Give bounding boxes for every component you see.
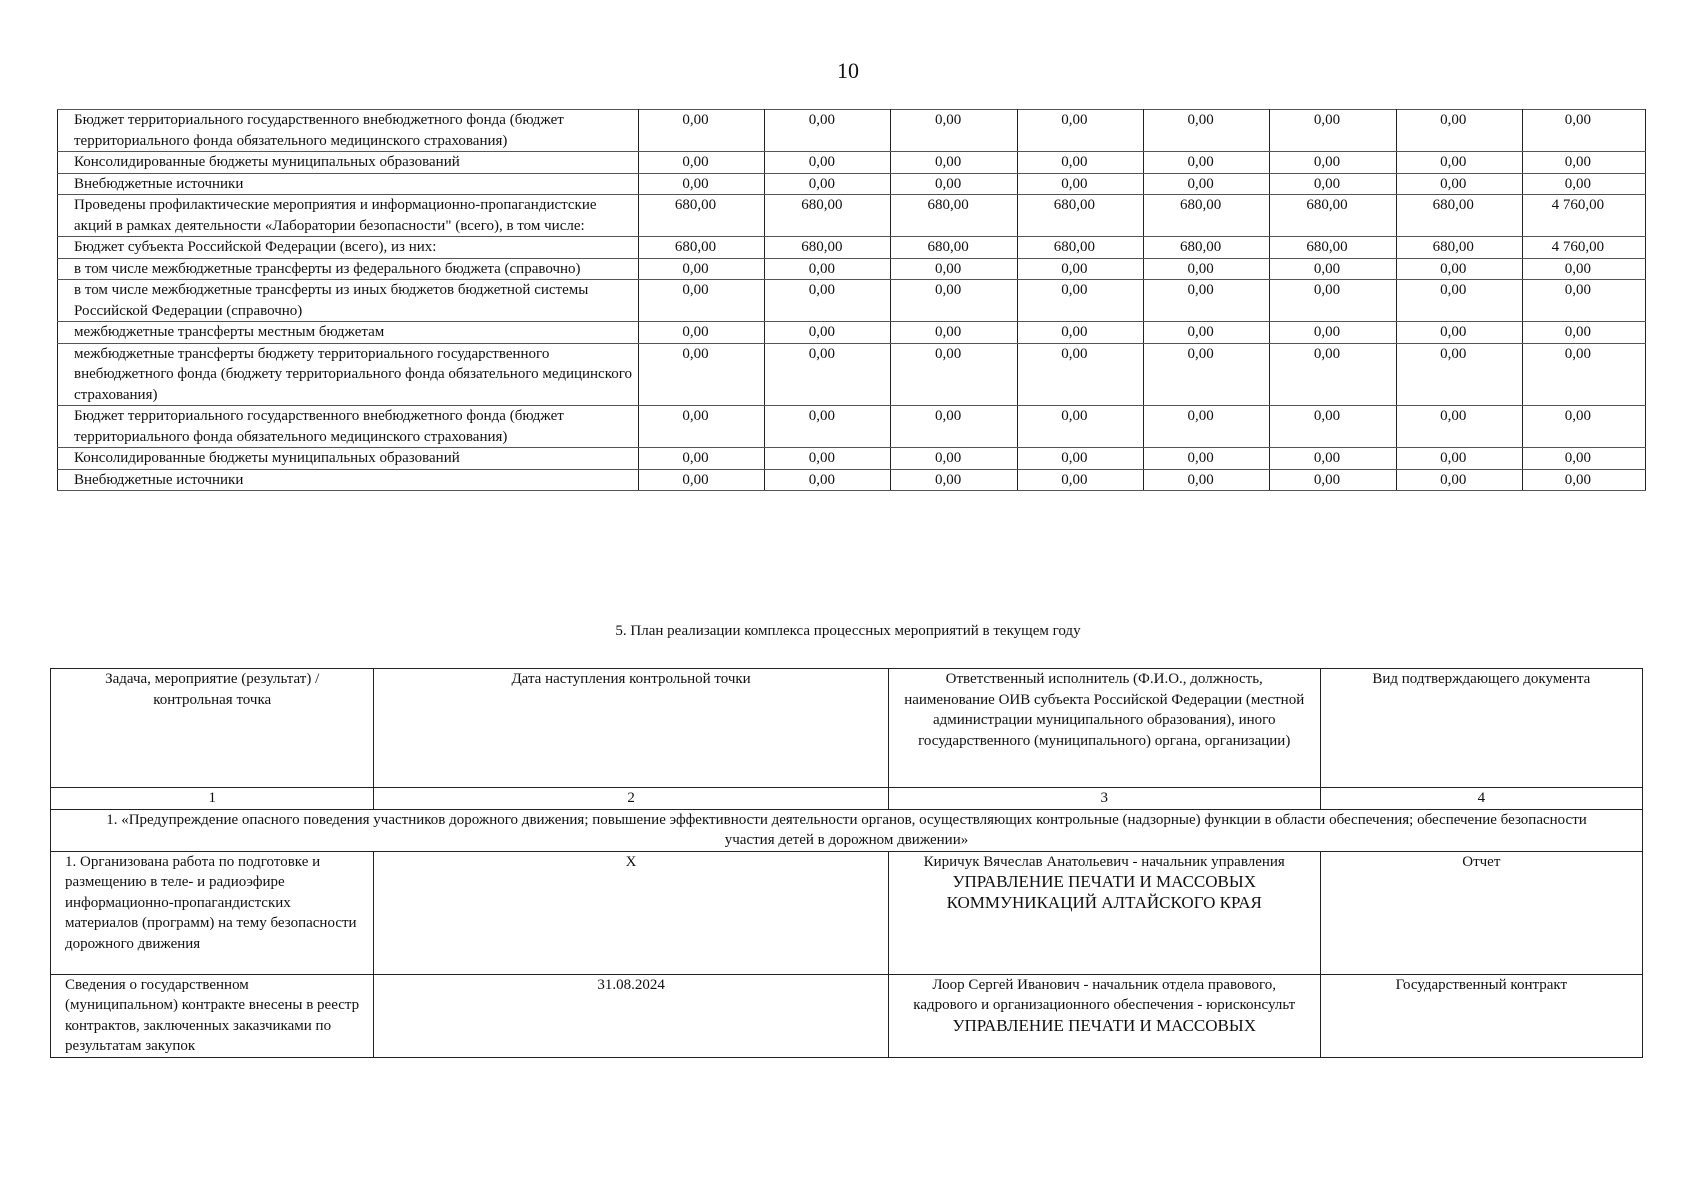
funding-value: 0,00 (891, 280, 1017, 322)
funding-value: 0,00 (1270, 469, 1396, 491)
funding-value: 0,00 (891, 110, 1017, 152)
plan-table (50, 668, 1643, 1058)
funding-value: 0,00 (1396, 322, 1522, 344)
funding-row (58, 258, 1646, 280)
task-title: 1. «Предупреждение опасного поведения участников дорожного движения; повышение эффективности деятельности органов, осуществляющих контрольные (надзорные) функции в области обеспечения; обеспечение безопасности участия детей в дорожном движении» (51, 809, 1643, 851)
executor-organization: УПРАВЛЕНИЕ ПЕЧАТИ И МАССОВЫХ КОММУНИКАЦИЙ АЛТАЙСКОГО КРАЯ (946, 872, 1262, 912)
funding-value: 0,00 (1396, 448, 1522, 470)
plan-header-row (51, 669, 1643, 788)
funding-value: 0,00 (891, 406, 1017, 448)
funding-value: 0,00 (765, 280, 891, 322)
funding-value: 0,00 (1396, 406, 1522, 448)
funding-value: 680,00 (1144, 237, 1270, 259)
funding-value: 0,00 (1017, 469, 1143, 491)
funding-value: 680,00 (638, 237, 764, 259)
funding-row-label: в том числе межбюджетные трансферты из иных бюджетов бюджетной системы Российской Федерации (справочно) (58, 280, 639, 322)
funding-row-label: в том числе межбюджетные трансферты из федерального бюджета (справочно) (58, 258, 639, 280)
funding-value: 0,00 (638, 258, 764, 280)
funding-value: 0,00 (1144, 322, 1270, 344)
funding-value: 0,00 (1144, 343, 1270, 406)
plan-task: Сведения о государственном (муниципальном) контракте внесены в реестр контрактов, заключенных заказчиками по результатам закупок (51, 974, 374, 1057)
funding-value: 0,00 (1017, 322, 1143, 344)
funding-row (58, 469, 1646, 491)
funding-value: 0,00 (1270, 152, 1396, 174)
funding-row-label: Консолидированные бюджеты муниципальных образований (58, 448, 639, 470)
column-numbers-row (51, 788, 1643, 810)
plan-executor (888, 851, 1320, 974)
funding-value: 0,00 (1396, 110, 1522, 152)
funding-value: 0,00 (891, 343, 1017, 406)
funding-value: 0,00 (765, 110, 891, 152)
funding-value: 4 760,00 (1522, 237, 1645, 259)
funding-value: 0,00 (765, 406, 891, 448)
funding-value: 0,00 (1270, 343, 1396, 406)
funding-row (58, 110, 1646, 152)
funding-value: 0,00 (638, 322, 764, 344)
funding-value: 0,00 (1522, 152, 1645, 174)
funding-value: 0,00 (1017, 448, 1143, 470)
funding-value: 0,00 (891, 173, 1017, 195)
funding-value: 0,00 (1017, 258, 1143, 280)
funding-value: 680,00 (1396, 195, 1522, 237)
funding-value: 0,00 (1144, 258, 1270, 280)
funding-row-label: Бюджет субъекта Российской Федерации (всего), из них: (58, 237, 639, 259)
funding-value: 680,00 (891, 237, 1017, 259)
column-number: 2 (374, 788, 888, 810)
funding-value: 0,00 (1396, 280, 1522, 322)
funding-value: 0,00 (1144, 152, 1270, 174)
funding-row (58, 280, 1646, 322)
funding-value: 680,00 (1270, 237, 1396, 259)
funding-value: 0,00 (1017, 173, 1143, 195)
funding-value: 0,00 (765, 469, 891, 491)
funding-value: 0,00 (1396, 258, 1522, 280)
funding-value: 0,00 (765, 322, 891, 344)
funding-value: 0,00 (1144, 173, 1270, 195)
funding-value: 0,00 (1144, 406, 1270, 448)
funding-value: 0,00 (1396, 469, 1522, 491)
funding-value: 680,00 (765, 195, 891, 237)
funding-value: 0,00 (1396, 173, 1522, 195)
funding-row-label: Консолидированные бюджеты муниципальных образований (58, 152, 639, 174)
executor-name: Киричук Вячеслав Анатольевич - начальник управления (923, 853, 1285, 870)
funding-row-label: Бюджет территориального государственного внебюджетного фонда (бюджет территориального фонда обязательного медицинского страхования) (58, 110, 639, 152)
funding-value: 0,00 (1522, 469, 1645, 491)
plan-executor (888, 974, 1320, 1057)
funding-value: 0,00 (1522, 448, 1645, 470)
funding-value: 0,00 (1017, 280, 1143, 322)
funding-row (58, 152, 1646, 174)
funding-row-label: межбюджетные трансферты местным бюджетам (58, 322, 639, 344)
funding-value: 0,00 (1522, 258, 1645, 280)
plan-document: Государственный контракт (1320, 974, 1642, 1057)
funding-value: 0,00 (638, 343, 764, 406)
funding-value: 0,00 (1144, 280, 1270, 322)
plan-date: X (374, 851, 888, 974)
funding-value: 0,00 (638, 173, 764, 195)
funding-value: 0,00 (891, 152, 1017, 174)
funding-value: 0,00 (1522, 173, 1645, 195)
funding-value: 0,00 (891, 322, 1017, 344)
funding-value: 0,00 (1017, 152, 1143, 174)
page-number: 10 (837, 58, 859, 83)
funding-table (57, 109, 1646, 491)
funding-value: 680,00 (1270, 195, 1396, 237)
funding-value: 0,00 (1270, 322, 1396, 344)
funding-row-label: Проведены профилактические мероприятия и информационно-пропагандистские акций в рамках деятельности «Лаборатории безопасности" (всего), в том числе: (58, 195, 639, 237)
funding-value: 680,00 (1144, 195, 1270, 237)
plan-date: 31.08.2024 (374, 974, 888, 1057)
funding-value: 0,00 (765, 152, 891, 174)
funding-row (58, 173, 1646, 195)
plan-task: 1. Организована работа по подготовке и размещению в теле- и радиоэфире информационно-пропагандистских материалов (программ) на тему безопасности дорожного движения (51, 851, 374, 974)
funding-value: 0,00 (1522, 322, 1645, 344)
funding-value: 0,00 (638, 110, 764, 152)
funding-value: 0,00 (638, 448, 764, 470)
header-date: Дата наступления контрольной точки (374, 669, 888, 788)
funding-value: 0,00 (1144, 469, 1270, 491)
plan-document: Отчет (1320, 851, 1642, 974)
executor-organization: УПРАВЛЕНИЕ ПЕЧАТИ И МАССОВЫХ (952, 1015, 1256, 1035)
funding-value: 0,00 (1017, 343, 1143, 406)
funding-value: 0,00 (1396, 343, 1522, 406)
funding-value: 0,00 (638, 406, 764, 448)
funding-value: 0,00 (1270, 406, 1396, 448)
funding-value: 0,00 (891, 469, 1017, 491)
funding-value: 0,00 (1270, 173, 1396, 195)
funding-value: 0,00 (1017, 110, 1143, 152)
funding-value: 0,00 (1144, 448, 1270, 470)
funding-value: 0,00 (638, 152, 764, 174)
funding-value: 0,00 (1522, 280, 1645, 322)
funding-row-label: Внебюджетные источники (58, 173, 639, 195)
funding-value: 680,00 (1396, 237, 1522, 259)
section-title: 5. План реализации комплекса процессных мероприятий в текущем году (615, 623, 1081, 639)
funding-value: 0,00 (1270, 280, 1396, 322)
funding-value: 0,00 (1522, 343, 1645, 406)
funding-row-label: Бюджет территориального государственного внебюджетного фонда (бюджет территориального фонда обязательного медицинского страхования) (58, 406, 639, 448)
funding-value: 0,00 (765, 448, 891, 470)
column-number: 4 (1320, 788, 1642, 810)
header-document: Вид подтверждающего документа (1320, 669, 1642, 788)
funding-value: 0,00 (638, 469, 764, 491)
task-title-row (51, 809, 1643, 851)
funding-value: 0,00 (1522, 406, 1645, 448)
funding-value: 0,00 (638, 280, 764, 322)
funding-value: 680,00 (891, 195, 1017, 237)
funding-value: 680,00 (1017, 237, 1143, 259)
funding-value: 0,00 (1396, 152, 1522, 174)
plan-row (51, 851, 1643, 974)
funding-row (58, 195, 1646, 237)
column-number: 1 (51, 788, 374, 810)
funding-row-label: Внебюджетные источники (58, 469, 639, 491)
column-number: 3 (888, 788, 1320, 810)
funding-row (58, 237, 1646, 259)
funding-value: 0,00 (1522, 110, 1645, 152)
funding-row (58, 343, 1646, 406)
header-executor: Ответственный исполнитель (Ф.И.О., должность, наименование ОИВ субъекта Российской Федерации (местной администрации муниципального образования), иного государственного (муниципального) органа, организации) (888, 669, 1320, 788)
plan-row (51, 974, 1643, 1057)
funding-row (58, 406, 1646, 448)
executor-name: Лоор Сергей Иванович - начальник отдела правового, кадрового и организационного обеспечения - юрисконсульт (913, 976, 1296, 1013)
funding-row (58, 448, 1646, 470)
funding-value: 0,00 (765, 343, 891, 406)
funding-value: 0,00 (891, 448, 1017, 470)
funding-value: 680,00 (765, 237, 891, 259)
funding-value: 0,00 (891, 258, 1017, 280)
funding-value: 0,00 (1017, 406, 1143, 448)
funding-value: 680,00 (638, 195, 764, 237)
funding-value: 0,00 (765, 173, 891, 195)
funding-row (58, 322, 1646, 344)
funding-value: 0,00 (765, 258, 891, 280)
funding-row-label: межбюджетные трансферты бюджету территориального государственного внебюджетного фонда (бюджету территориального фонда обязательного медицинского страхования) (58, 343, 639, 406)
funding-value: 0,00 (1270, 110, 1396, 152)
funding-value: 0,00 (1144, 110, 1270, 152)
funding-value: 0,00 (1270, 258, 1396, 280)
header-task: Задача, мероприятие (результат) / контрольная точка (51, 669, 374, 788)
funding-value: 0,00 (1270, 448, 1396, 470)
funding-value: 680,00 (1017, 195, 1143, 237)
funding-value: 4 760,00 (1522, 195, 1645, 237)
